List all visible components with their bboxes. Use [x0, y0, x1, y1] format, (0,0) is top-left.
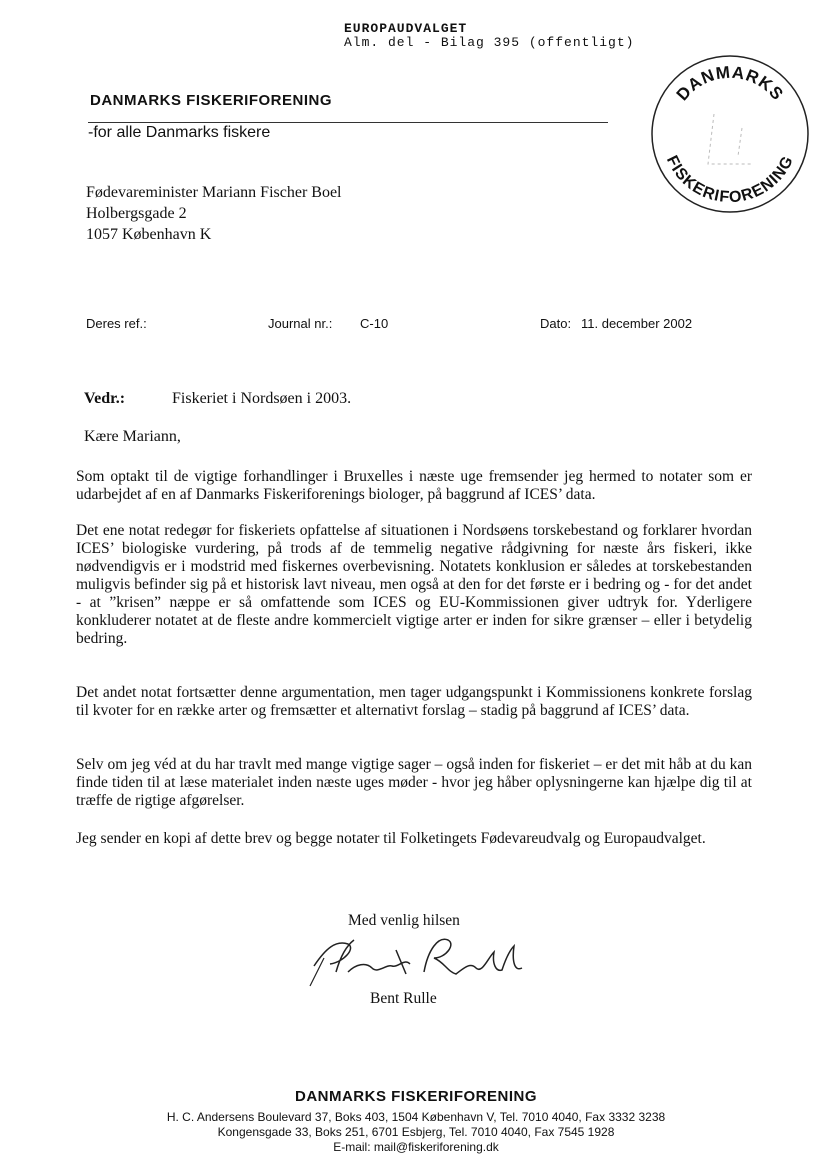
handwritten-signature [296, 928, 532, 992]
seal-inner-mark [708, 114, 752, 164]
letterhead-divider [88, 122, 608, 123]
journal-value: C-10 [360, 316, 389, 331]
body-paragraph-1: Som optakt til de vigtige forhandlinger i Bruxelles i næste uge fremsender jeg hermed to notater som er udarbejdet af en af Danmarks Fiskeriforenings biologer, på baggrund af ICES’ data. [76, 468, 752, 503]
salutation: Kære Mariann, [84, 428, 181, 445]
archive-stamp [344, 22, 684, 50]
organization-seal [648, 52, 812, 216]
svg-text:DANMARKS [673, 63, 788, 105]
subject-text: Fiskeriet i Nordsøen i 2003. [172, 390, 352, 407]
recipient-name: Fødevareminister Mariann Fischer Boel [86, 184, 342, 201]
closing-phrase: Med venlig hilsen [348, 912, 460, 929]
footer-organization-name: DANMARKS FISKERIFORENING [294, 1088, 537, 1105]
signer-name: Bent Rulle [370, 990, 437, 1007]
svg-text:FISKERIFORENING [663, 153, 797, 206]
recipient-city: 1057 København K [86, 226, 212, 243]
recipient-address [86, 182, 342, 245]
body-paragraph-4: Selv om jeg véd at du har travlt med mange vigtige sager – også inden for fiskeriet – er det mit håb at du kan finde tiden til at læse materialet inden næste uges møder - hvor jeg håber oplysningerne kan hjælpe dig til at træffe de rigtige afgørelser. [76, 756, 752, 809]
footer-address-copenhagen: H. C. Andersens Boulevard 37, Boks 403, 1504 København V, Tel. 7010 4040, Fax 3332 3238 [166, 1110, 666, 1124]
body-paragraph-3: Det andet notat fortsætter denne argumentation, men tager udgangspunkt i Kommissionens konkrete forslag til kvoter for en række arter og fremsætter et alternativt forslag – stadig på baggrund af ICES’ data. [76, 684, 752, 719]
letterhead-tagline: -for alle Danmarks fiskere [88, 124, 271, 141]
subject-label: Vedr.: [84, 390, 126, 407]
footer-address-esbjerg: Kongensgade 33, Boks 251, 6701 Esbjerg, Tel. 7010 4040, Fax 7545 1928 [217, 1125, 615, 1139]
archive-stamp-reference: Alm. del - Bilag 395 (offentligt) [344, 35, 635, 50]
journal-label: Journal nr.: [268, 316, 333, 331]
body-paragraph-5: Jeg sender en kopi af dette brev og begge notater til Folketingets Fødevareudvalg og Europaudvalget. [76, 830, 706, 847]
date-value: 11. december 2002 [581, 316, 693, 331]
letterhead-organization-name: DANMARKS FISKERIFORENING [90, 92, 333, 109]
body-paragraph-2: Det ene notat redegør for fiskeriets opfattelse af situationen i Nordsøens torskebestand og forklarer hvordan ICES’ biologiske vurdering, på trods af de temmelig negative rådgivning for næste års fiskeri, ikke nødvendigvis er i modstrid med fiskernes overbevisning. Notatets konklusion er således at torskebestanden muligvis befinder sig på et historisk lavt niveau, men også at den for det første er i bedring og - for det andet - at ”krisen” næppe er så omfattende som ICES og EU-Kommissionen giver udtryk for. Yderligere konkluderer notatet at de fleste andre kommercielt vigtige arter er inden for sikre grænser – eller i betydelig bedring. [76, 522, 752, 647]
deres-ref-label: Deres ref.: [86, 316, 147, 331]
seal-bottom-text: FISKERIFORENING [662, 152, 798, 207]
archive-stamp-committee: EUROPAUDVALGET [344, 21, 468, 36]
recipient-street: Holbergsgade 2 [86, 205, 187, 222]
seal-top-text: DANMARKS [672, 62, 788, 105]
date-label: Dato: [540, 316, 572, 331]
footer-email: E-mail: mail@fiskeriforening.dk [333, 1140, 499, 1154]
